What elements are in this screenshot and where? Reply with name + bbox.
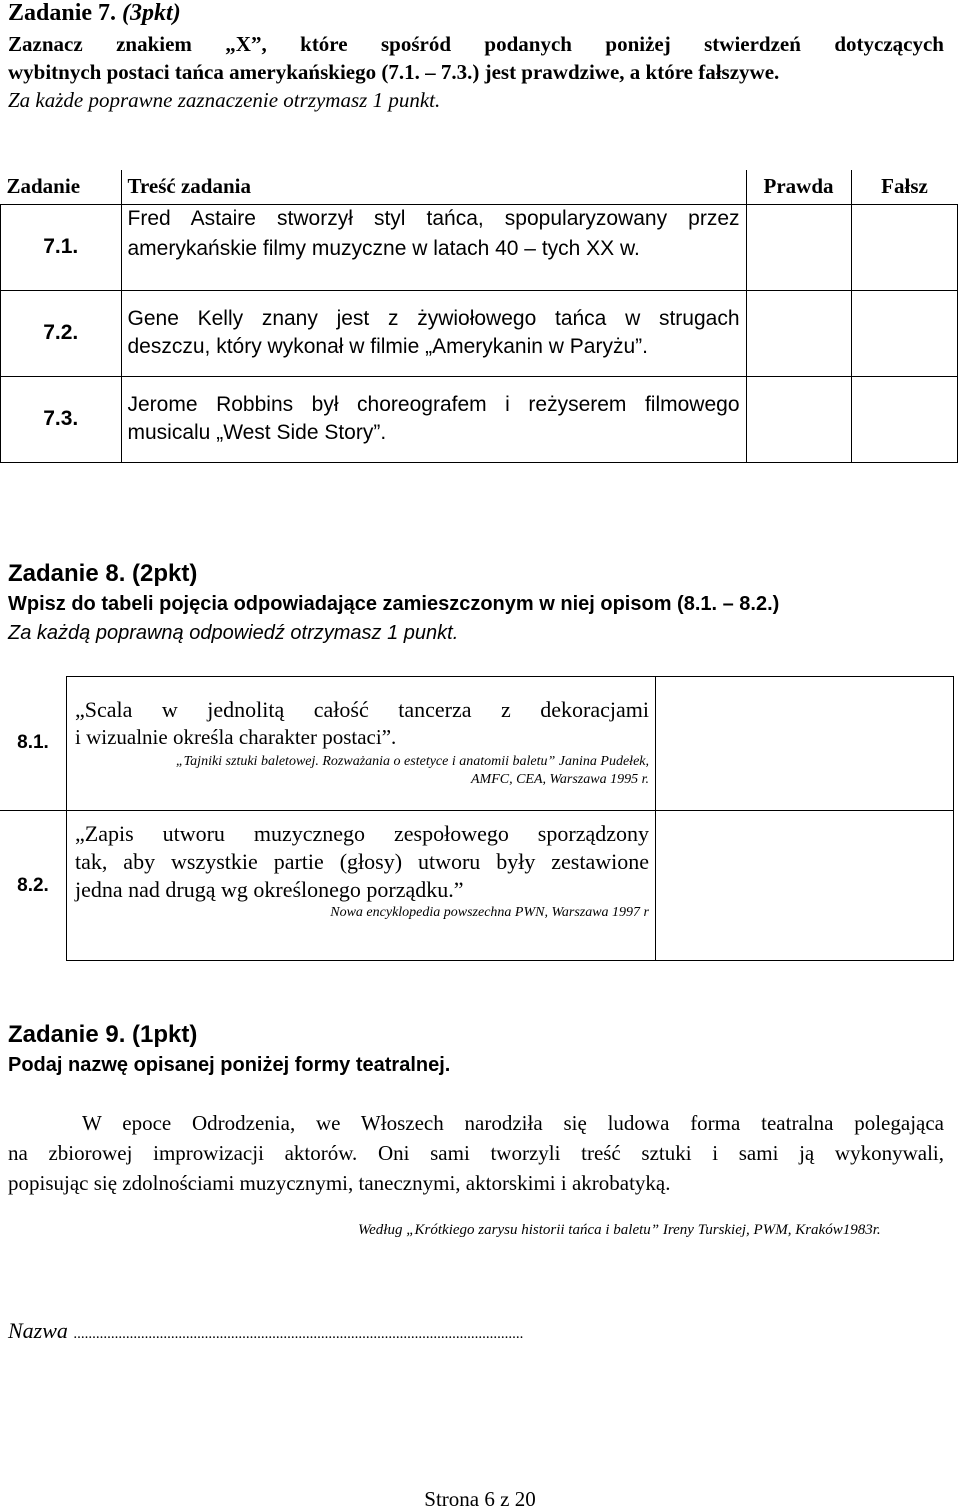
task9-instruction: Podaj nazwę opisanej poniżej formy teatralnej. bbox=[8, 1054, 451, 1076]
page-number: Strona 6 z 20 bbox=[424, 1487, 536, 1511]
task7-table bbox=[0, 170, 958, 463]
task8-row-source-line2: AMFC, CEA, Warszawa 1995 r. bbox=[470, 772, 649, 787]
task7-row-number: 7.2. bbox=[1, 290, 122, 376]
task9-title-main: Zadanie 9. bbox=[8, 1021, 126, 1048]
task7-row bbox=[1, 204, 958, 290]
task7-row-text bbox=[121, 204, 746, 290]
task7-row-number: 7.1. bbox=[1, 204, 122, 290]
task7-instruction-line1: Zaznacz znakiem „X”, które spośród podanych poniżej stwierdzeń dotyczących bbox=[8, 32, 944, 56]
task7-row-text bbox=[121, 290, 746, 376]
task8-row bbox=[0, 811, 954, 961]
task9-paragraph bbox=[8, 1108, 944, 1198]
task7-row-number: 7.3. bbox=[1, 376, 122, 462]
task9-paragraph-line1: W epoce Odrodzenia, we Włoszech narodziła się ludowa forma teatralna polegająca bbox=[82, 1111, 944, 1135]
task8-table bbox=[0, 676, 954, 961]
task8-row-answer-cell[interactable] bbox=[656, 811, 954, 961]
task9-answer-label: Nazwa bbox=[8, 1318, 68, 1343]
task9-answer-line[interactable] bbox=[8, 1318, 523, 1344]
task7-scoring: Za każde poprawne zaznaczenie otrzymasz 1 punkt. bbox=[8, 88, 441, 112]
task8-scoring: Za każdą poprawną odpowiedź otrzymasz 1 punkt. bbox=[8, 622, 459, 644]
task7-row-true-cell[interactable] bbox=[746, 290, 851, 376]
task7-row bbox=[1, 290, 958, 376]
task7-header-false: Fałsz bbox=[851, 170, 958, 204]
task7-title bbox=[8, 0, 181, 27]
task7-row-true-cell[interactable] bbox=[746, 204, 851, 290]
task7-row-text-line2: amerykańskie filmy muzyczne w latach 40 – tych XX w. bbox=[127, 236, 640, 260]
task7-row-text-line2: deszczu, który wykonał w filmie „Amerykanin w Paryżu”. bbox=[127, 335, 648, 358]
task7-row-text-line1: Fred Astaire stworzył styl tańca, spopularyzowany przez bbox=[127, 206, 740, 230]
task7-header-task: Zadanie bbox=[1, 170, 122, 204]
task8-row-source-line1: „Tajniki sztuki baletowej. Rozważania o estetyce i anatomii baletu” Janina Pudełek, bbox=[175, 754, 649, 769]
task8-title-main: Zadanie 8. bbox=[8, 560, 126, 587]
task7-row bbox=[1, 376, 958, 462]
task7-instruction-line2: wybitnych postaci tańca amerykańskiego (7.1. – 7.3.) jest prawdziwe, a które fałszywe. bbox=[8, 60, 780, 84]
task9-answer-dots: ........................................................................................................................ bbox=[73, 1326, 524, 1342]
task8-row-number: 8.1. bbox=[0, 677, 67, 811]
task7-header-content: Treść zadania bbox=[121, 170, 746, 204]
task9-paragraph-line3: popisując się zdolnościami muzycznymi, tanecznymi, aktorskimi i akrobatyką. bbox=[8, 1171, 671, 1195]
task9-source: Według „Krótkiego zarysu historii tańca i baletu” Ireny Turskiej, PWM, Kraków1983r. bbox=[358, 1222, 881, 1238]
task7-title-points: (3pkt) bbox=[122, 0, 181, 26]
task7-row-text-line2: musicalu „West Side Story”. bbox=[127, 421, 387, 444]
task8-row-answer-cell[interactable] bbox=[656, 677, 954, 811]
task9-paragraph-line2: na zbiorowej improwizacji aktorów. Oni sami tworzyli treść sztuki i sami ją wykonywali, bbox=[8, 1141, 944, 1165]
task7-row-text-line1: Jerome Robbins był choreografem i reżyserem filmowego bbox=[127, 393, 740, 416]
task7-header-true: Prawda bbox=[746, 170, 851, 204]
task7-title-main: Zadanie 7. bbox=[8, 0, 117, 26]
task7-row-text bbox=[121, 376, 746, 462]
task8-row-description bbox=[67, 677, 656, 811]
task8-instruction: Wpisz do tabeli pojęcia odpowiadające zamieszczonym w niej opisom (8.1. – 8.2.) bbox=[8, 593, 780, 615]
task8-row-description-line2: i wizualnie określa charakter postaci”. bbox=[75, 725, 397, 749]
task8-title bbox=[8, 560, 197, 588]
task7-row-false-cell[interactable] bbox=[851, 376, 958, 462]
task9-title bbox=[8, 1021, 197, 1049]
task8-row-description bbox=[67, 811, 656, 961]
task8-title-points: (2pkt) bbox=[132, 560, 198, 587]
task7-row-true-cell[interactable] bbox=[746, 376, 851, 462]
task8-row-description-line3: jedna nad drugą wg określonego porządku.” bbox=[75, 877, 464, 902]
task7-header-row bbox=[1, 170, 958, 204]
task8-row-description-line1: „Zapis utworu muzycznego zespołowego sporządzony bbox=[75, 821, 649, 846]
task8-row-description-line2: tak, aby wszystkie partie (głosy) utworu były zestawione bbox=[75, 849, 649, 874]
task7-row-text-line1: Gene Kelly znany jest z żywiołowego tańca w strugach bbox=[127, 307, 740, 330]
task8-row-description-line1: „Scala w jednolitą całość tancerza z dekoracjami bbox=[75, 697, 649, 722]
task8-row-number: 8.2. bbox=[0, 811, 67, 961]
task7-row-false-cell[interactable] bbox=[851, 204, 958, 290]
task7-row-false-cell[interactable] bbox=[851, 290, 958, 376]
task9-title-points: (1pkt) bbox=[132, 1021, 198, 1048]
task8-row-source-line1: Nowa encyklopedia powszechna PWN, Warszawa 1997 r bbox=[330, 905, 649, 920]
task8-row bbox=[0, 677, 954, 811]
